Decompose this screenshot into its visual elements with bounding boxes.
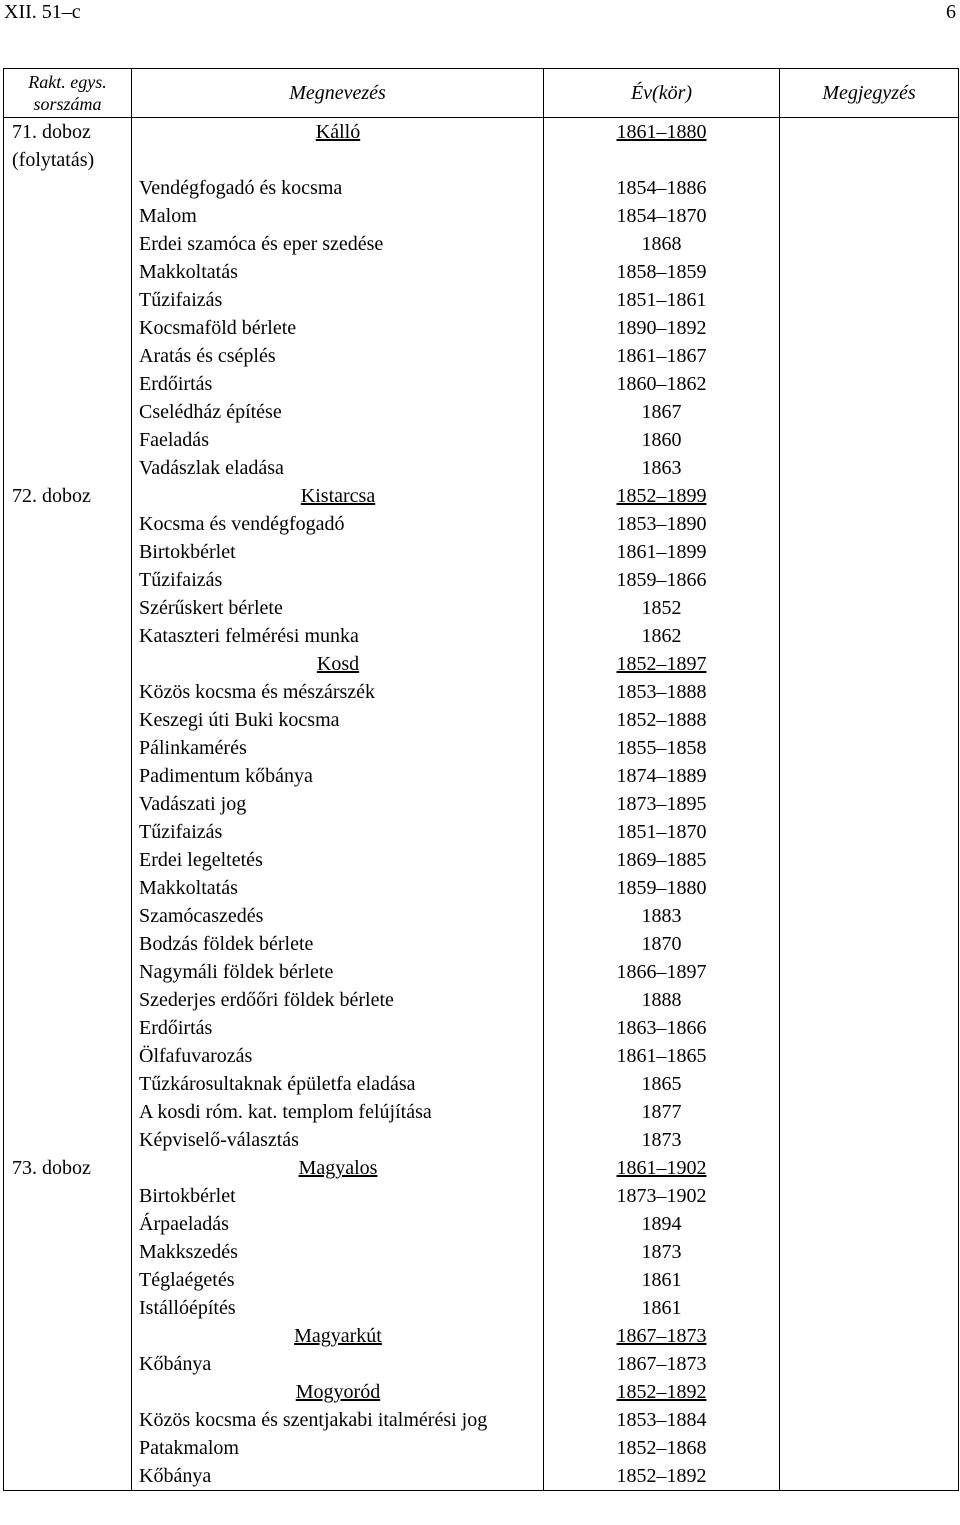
cell-item-name: Erdei szamóca és eper szedése <box>132 230 544 258</box>
table-row <box>4 678 959 706</box>
table-row <box>4 734 959 762</box>
cell-year: 1868 <box>544 230 780 258</box>
cell-year: 1852–1868 <box>544 1434 780 1462</box>
cell-year: 1873–1895 <box>544 790 780 818</box>
header-year: Év(kör) <box>544 69 780 118</box>
table-row <box>4 286 959 314</box>
cell-item-name: Tűzifaizás <box>132 286 544 314</box>
cell-item-name: Tűzkárosultaknak épületfa eladása <box>132 1070 544 1098</box>
cell-note <box>780 566 959 594</box>
cell-box <box>4 230 132 258</box>
cell-place-name: Kosd <box>132 650 544 678</box>
cell-year: 1861 <box>544 1266 780 1294</box>
cell-item-name: Közös kocsma és szentjakabi italmérési jog <box>132 1406 544 1434</box>
cell-item-name: Pálinkamérés <box>132 734 544 762</box>
cell-box <box>4 1182 132 1210</box>
header-unit-number: Rakt. egys. sorszáma <box>4 69 132 118</box>
cell-box <box>4 174 132 202</box>
table-row <box>4 1266 959 1294</box>
cell-item-name: Vadászlak eladása <box>132 454 544 482</box>
cell-year: 1873–1902 <box>544 1182 780 1210</box>
page-number: 6 <box>946 1 956 23</box>
table-row <box>4 230 959 258</box>
cell-item-name: Ölfafuvarozás <box>132 1042 544 1070</box>
cell-year: 1851–1861 <box>544 286 780 314</box>
cell-place-name: Kálló <box>132 118 544 175</box>
table-row <box>4 650 959 678</box>
cell-box: 73. doboz <box>4 1154 132 1182</box>
cell-item-name: Kataszteri felmérési munka <box>132 622 544 650</box>
cell-box <box>4 818 132 846</box>
cell-year: 1852–1892 <box>544 1378 780 1406</box>
cell-item-name: Istállóépítés <box>132 1294 544 1322</box>
cell-year: 1861–1899 <box>544 538 780 566</box>
cell-note <box>780 902 959 930</box>
cell-year: 1863–1866 <box>544 1014 780 1042</box>
cell-note <box>780 1014 959 1042</box>
cell-year: 1894 <box>544 1210 780 1238</box>
cell-note <box>780 1294 959 1322</box>
cell-year: 1861–1865 <box>544 1042 780 1070</box>
cell-note <box>780 202 959 230</box>
cell-box <box>4 454 132 482</box>
cell-year: 1852–1892 <box>544 1462 780 1491</box>
cell-box <box>4 1042 132 1070</box>
cell-note <box>780 230 959 258</box>
cell-note <box>780 594 959 622</box>
table-row <box>4 958 959 986</box>
table-row <box>4 454 959 482</box>
cell-year: 1855–1858 <box>544 734 780 762</box>
table-header-row <box>4 69 959 118</box>
cell-box <box>4 1434 132 1462</box>
cell-item-name: Vadászati jog <box>132 790 544 818</box>
table-row <box>4 314 959 342</box>
inventory-table <box>3 68 959 1491</box>
table-row <box>4 174 959 202</box>
cell-place-name: Magyalos <box>132 1154 544 1182</box>
table-row <box>4 930 959 958</box>
cell-year: 1873 <box>544 1238 780 1266</box>
cell-note <box>780 1406 959 1434</box>
cell-item-name: Vendégfogadó és kocsma <box>132 174 544 202</box>
cell-note <box>780 734 959 762</box>
cell-box: 71. doboz (folytatás) <box>4 118 132 175</box>
cell-box <box>4 1462 132 1491</box>
cell-place-name: Kistarcsa <box>132 482 544 510</box>
cell-year: 1861 <box>544 1294 780 1322</box>
table-row <box>4 846 959 874</box>
cell-note <box>780 1434 959 1462</box>
table-row <box>4 1210 959 1238</box>
cell-note <box>780 846 959 874</box>
cell-box <box>4 1322 132 1350</box>
cell-box <box>4 1238 132 1266</box>
page-header <box>0 0 960 24</box>
cell-note <box>780 930 959 958</box>
cell-box <box>4 1098 132 1126</box>
cell-year: 1851–1870 <box>544 818 780 846</box>
table-row <box>4 1182 959 1210</box>
table-row <box>4 118 959 175</box>
cell-place-name: Magyarkút <box>132 1322 544 1350</box>
table-row <box>4 902 959 930</box>
cell-note <box>780 1098 959 1126</box>
cell-year: 1873 <box>544 1126 780 1154</box>
cell-box <box>4 678 132 706</box>
cell-note <box>780 706 959 734</box>
table-row <box>4 258 959 286</box>
table-row <box>4 1098 959 1126</box>
cell-box <box>4 762 132 790</box>
cell-note <box>780 678 959 706</box>
cell-year: 1860 <box>544 426 780 454</box>
cell-box <box>4 706 132 734</box>
cell-box <box>4 1126 132 1154</box>
table-row <box>4 1126 959 1154</box>
table-row <box>4 566 959 594</box>
cell-box <box>4 538 132 566</box>
cell-box <box>4 202 132 230</box>
cell-note <box>780 454 959 482</box>
cell-item-name: Közös kocsma és mészárszék <box>132 678 544 706</box>
cell-year: 1865 <box>544 1070 780 1098</box>
cell-item-name: A kosdi róm. kat. templom felújítása <box>132 1098 544 1126</box>
cell-year: 1858–1859 <box>544 258 780 286</box>
table-row <box>4 398 959 426</box>
cell-year: 1854–1870 <box>544 202 780 230</box>
cell-item-name: Tűzifaizás <box>132 818 544 846</box>
cell-box <box>4 1378 132 1406</box>
cell-year: 1861–1902 <box>544 1154 780 1182</box>
cell-box <box>4 1266 132 1294</box>
cell-year: 1869–1885 <box>544 846 780 874</box>
cell-item-name: Keszegi úti Buki kocsma <box>132 706 544 734</box>
table-row <box>4 706 959 734</box>
cell-note <box>780 258 959 286</box>
table-row <box>4 1350 959 1378</box>
cell-year: 1852–1888 <box>544 706 780 734</box>
cell-box <box>4 258 132 286</box>
cell-item-name: Nagymáli földek bérlete <box>132 958 544 986</box>
table-row <box>4 1070 959 1098</box>
cell-year: 1867–1873 <box>544 1350 780 1378</box>
cell-note <box>780 1070 959 1098</box>
cell-year: 1874–1889 <box>544 762 780 790</box>
cell-year: 1853–1890 <box>544 510 780 538</box>
table-row <box>4 1014 959 1042</box>
cell-item-name: Makkszedés <box>132 1238 544 1266</box>
cell-note <box>780 622 959 650</box>
cell-note <box>780 762 959 790</box>
table-row <box>4 1434 959 1462</box>
cell-box <box>4 314 132 342</box>
cell-note <box>780 650 959 678</box>
cell-item-name: Cselédház építése <box>132 398 544 426</box>
cell-note <box>780 342 959 370</box>
table-row <box>4 986 959 1014</box>
cell-year: 1853–1888 <box>544 678 780 706</box>
cell-year: 1883 <box>544 902 780 930</box>
cell-note <box>780 790 959 818</box>
cell-item-name: Szérűskert bérlete <box>132 594 544 622</box>
table-body <box>4 118 959 1491</box>
cell-item-name: Kőbánya <box>132 1350 544 1378</box>
cell-year: 1866–1897 <box>544 958 780 986</box>
cell-year: 1870 <box>544 930 780 958</box>
cell-year: 1854–1886 <box>544 174 780 202</box>
cell-note <box>780 1042 959 1070</box>
cell-box <box>4 510 132 538</box>
header-name: Megnevezés <box>132 69 544 118</box>
cell-box <box>4 398 132 426</box>
cell-item-name: Erdőirtás <box>132 1014 544 1042</box>
cell-item-name: Kocsma és vendégfogadó <box>132 510 544 538</box>
cell-note <box>780 314 959 342</box>
cell-item-name: Makkoltatás <box>132 258 544 286</box>
cell-item-name: Padimentum kőbánya <box>132 762 544 790</box>
cell-year: 1863 <box>544 454 780 482</box>
table-row <box>4 202 959 230</box>
cell-box <box>4 734 132 762</box>
cell-item-name: Tűzifaizás <box>132 566 544 594</box>
cell-box <box>4 846 132 874</box>
cell-note <box>780 398 959 426</box>
cell-note <box>780 1126 959 1154</box>
cell-box <box>4 1210 132 1238</box>
cell-box <box>4 1350 132 1378</box>
cell-note <box>780 986 959 1014</box>
cell-box <box>4 1014 132 1042</box>
cell-note <box>780 286 959 314</box>
cell-box <box>4 622 132 650</box>
cell-box: 72. doboz <box>4 482 132 510</box>
cell-note <box>780 1210 959 1238</box>
cell-box <box>4 566 132 594</box>
cell-note <box>780 958 959 986</box>
cell-year: 1852–1897 <box>544 650 780 678</box>
table-row <box>4 818 959 846</box>
table-row <box>4 1238 959 1266</box>
cell-note <box>780 818 959 846</box>
cell-item-name: Aratás és cséplés <box>132 342 544 370</box>
cell-box <box>4 370 132 398</box>
cell-year: 1877 <box>544 1098 780 1126</box>
table-row <box>4 1322 959 1350</box>
cell-box <box>4 286 132 314</box>
cell-box <box>4 650 132 678</box>
table-row <box>4 370 959 398</box>
cell-item-name: Patakmalom <box>132 1434 544 1462</box>
cell-note <box>780 1378 959 1406</box>
cell-year: 1861–1880 <box>544 118 780 175</box>
cell-note <box>780 174 959 202</box>
cell-year: 1860–1862 <box>544 370 780 398</box>
cell-item-name: Kocsmaföld bérlete <box>132 314 544 342</box>
cell-item-name: Faeladás <box>132 426 544 454</box>
cell-note <box>780 426 959 454</box>
cell-item-name: Téglaégetés <box>132 1266 544 1294</box>
header-note: Megjegyzés <box>780 69 959 118</box>
page-code: XII. 51–c <box>4 1 81 23</box>
cell-year: 1861–1867 <box>544 342 780 370</box>
table-row <box>4 622 959 650</box>
cell-item-name: Birtokbérlet <box>132 538 544 566</box>
cell-note <box>780 1350 959 1378</box>
table-row <box>4 342 959 370</box>
cell-note <box>780 1266 959 1294</box>
cell-year: 1867 <box>544 398 780 426</box>
table-row <box>4 538 959 566</box>
cell-box <box>4 930 132 958</box>
cell-note <box>780 538 959 566</box>
table-row <box>4 874 959 902</box>
cell-item-name: Képviselő-választás <box>132 1126 544 1154</box>
cell-box <box>4 1070 132 1098</box>
cell-item-name: Erdei legeltetés <box>132 846 544 874</box>
table-row <box>4 1154 959 1182</box>
table-row <box>4 426 959 454</box>
cell-box <box>4 594 132 622</box>
table-row <box>4 762 959 790</box>
cell-note <box>780 1154 959 1182</box>
cell-note <box>780 118 959 175</box>
cell-note <box>780 482 959 510</box>
cell-year: 1852 <box>544 594 780 622</box>
cell-year: 1888 <box>544 986 780 1014</box>
cell-note <box>780 1238 959 1266</box>
cell-note <box>780 1182 959 1210</box>
table-row <box>4 1462 959 1491</box>
cell-box <box>4 342 132 370</box>
cell-item-name: Szederjes erdőőri földek bérlete <box>132 986 544 1014</box>
cell-note <box>780 874 959 902</box>
cell-year: 1862 <box>544 622 780 650</box>
cell-box <box>4 1294 132 1322</box>
cell-year: 1852–1899 <box>544 482 780 510</box>
cell-box <box>4 958 132 986</box>
cell-box <box>4 790 132 818</box>
cell-year: 1859–1880 <box>544 874 780 902</box>
cell-year: 1867–1873 <box>544 1322 780 1350</box>
cell-note <box>780 370 959 398</box>
cell-item-name: Malom <box>132 202 544 230</box>
cell-year: 1890–1892 <box>544 314 780 342</box>
table-row <box>4 482 959 510</box>
table-row <box>4 1406 959 1434</box>
cell-item-name: Szamócaszedés <box>132 902 544 930</box>
table-row <box>4 1378 959 1406</box>
cell-item-name: Birtokbérlet <box>132 1182 544 1210</box>
cell-year: 1859–1866 <box>544 566 780 594</box>
table-row <box>4 1042 959 1070</box>
cell-note <box>780 1322 959 1350</box>
table-row <box>4 594 959 622</box>
cell-box <box>4 1406 132 1434</box>
table-row <box>4 1294 959 1322</box>
cell-note <box>780 510 959 538</box>
cell-item-name: Árpaeladás <box>132 1210 544 1238</box>
cell-item-name: Makkoltatás <box>132 874 544 902</box>
cell-item-name: Erdőirtás <box>132 370 544 398</box>
cell-box <box>4 902 132 930</box>
cell-box <box>4 986 132 1014</box>
cell-place-name: Mogyoród <box>132 1378 544 1406</box>
table-row <box>4 510 959 538</box>
cell-box <box>4 426 132 454</box>
cell-box <box>4 874 132 902</box>
cell-item-name: Kőbánya <box>132 1462 544 1491</box>
cell-year: 1853–1884 <box>544 1406 780 1434</box>
cell-item-name: Bodzás földek bérlete <box>132 930 544 958</box>
cell-note <box>780 1462 959 1491</box>
table-row <box>4 790 959 818</box>
